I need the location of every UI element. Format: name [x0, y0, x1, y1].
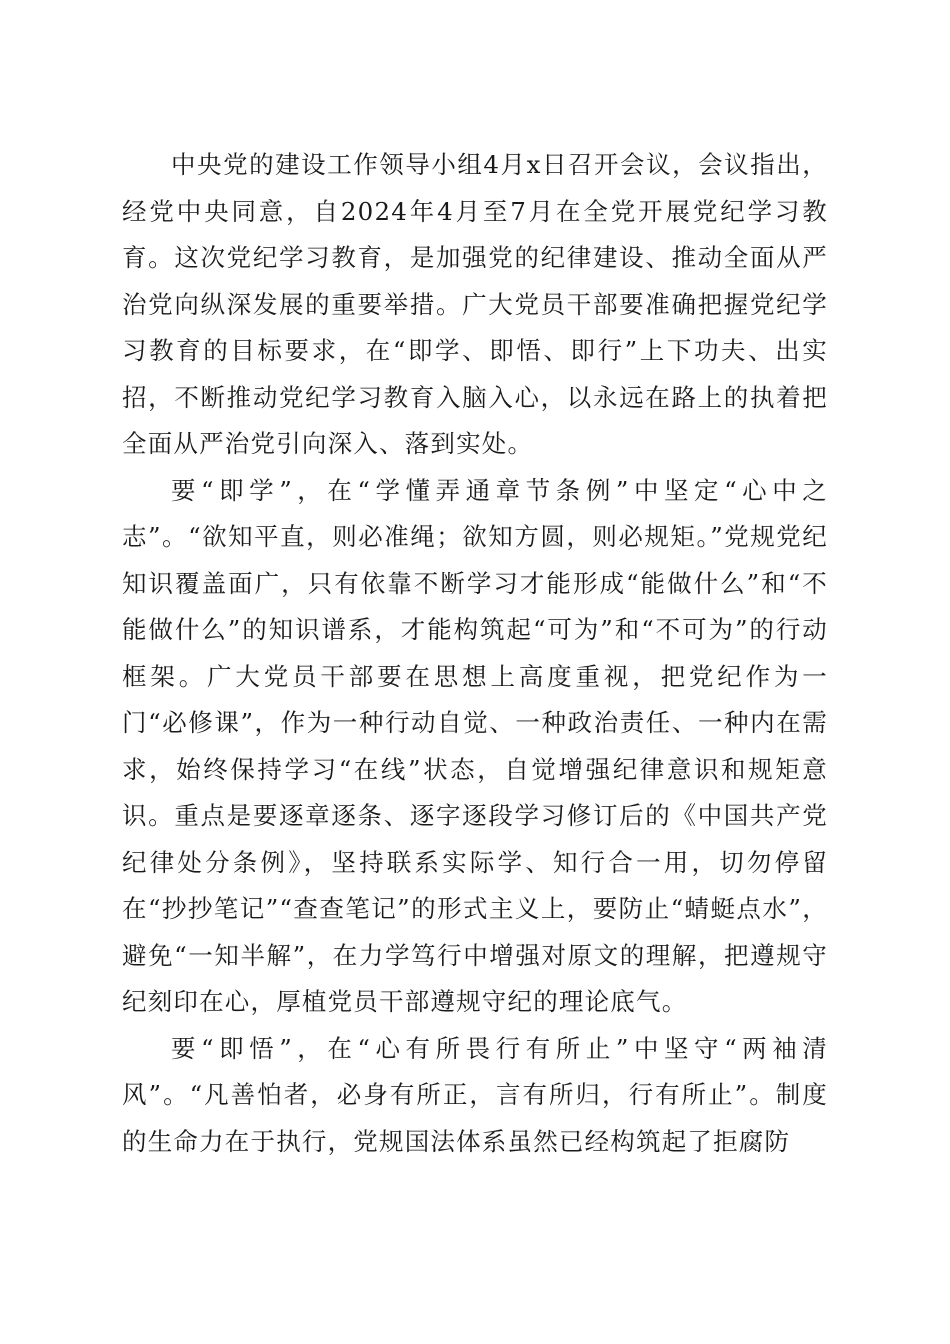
paragraph-understand: 要“即悟”，在“心有所畏行有所止”中坚守“两袖清风”。“凡善怕者，必身有所正，言有所归，行有所止”。制度的生命力在于执行，党规国法体系虽然已经构筑起了拒腐防 — [122, 1033, 828, 1156]
paragraph-intro: 中央党的建设工作领导小组4月x日召开会议，会议指出，经党中央同意，自2024年4月至7月在全党开展党纪学习教育。这次党纪学习教育，是加强党的纪律建设、推动全面从严治党向纵深发展的重要举措。广大党员干部要准确把握党纪学习教育的目标要求，在“即学、即悟、即行”上下功夫、出实招，不断推动党纪学习教育入脑入心，以永远在路上的执着把全面从严治党引向深入、落到实处。 — [122, 150, 828, 458]
paragraph-learn: 要“即学”，在“学懂弄通章节条例”中坚定“心中之志”。“欲知平直，则必准绳；欲知方圆，则必规矩。”党规党纪知识覆盖面广，只有依靠不断学习才能形成“能做什么”和“不能做什么”的知识谱系，才能构筑起“可为”和“不可为”的行动框架。广大党员干部要在思想上高度重视，把党纪作为一门“必修课”，作为一种行动自觉、一种政治责任、一种内在需求，始终保持学习“在线”状态，自觉增强纪律意识和规矩意识。重点是要逐章逐条、逐字逐段学习修订后的《中国共产党纪律处分条例》，坚持联系实际学、知行合一用，切勿停留在“抄抄笔记”“查查笔记”的形式主义上，要防止“蜻蜓点水”，避免“一知半解”，在力学笃行中增强对原文的理解，把遵规守纪刻印在心，厚植党员干部遵规守纪的理论底气。 — [122, 475, 828, 1016]
document-body — [122, 142, 828, 1165]
